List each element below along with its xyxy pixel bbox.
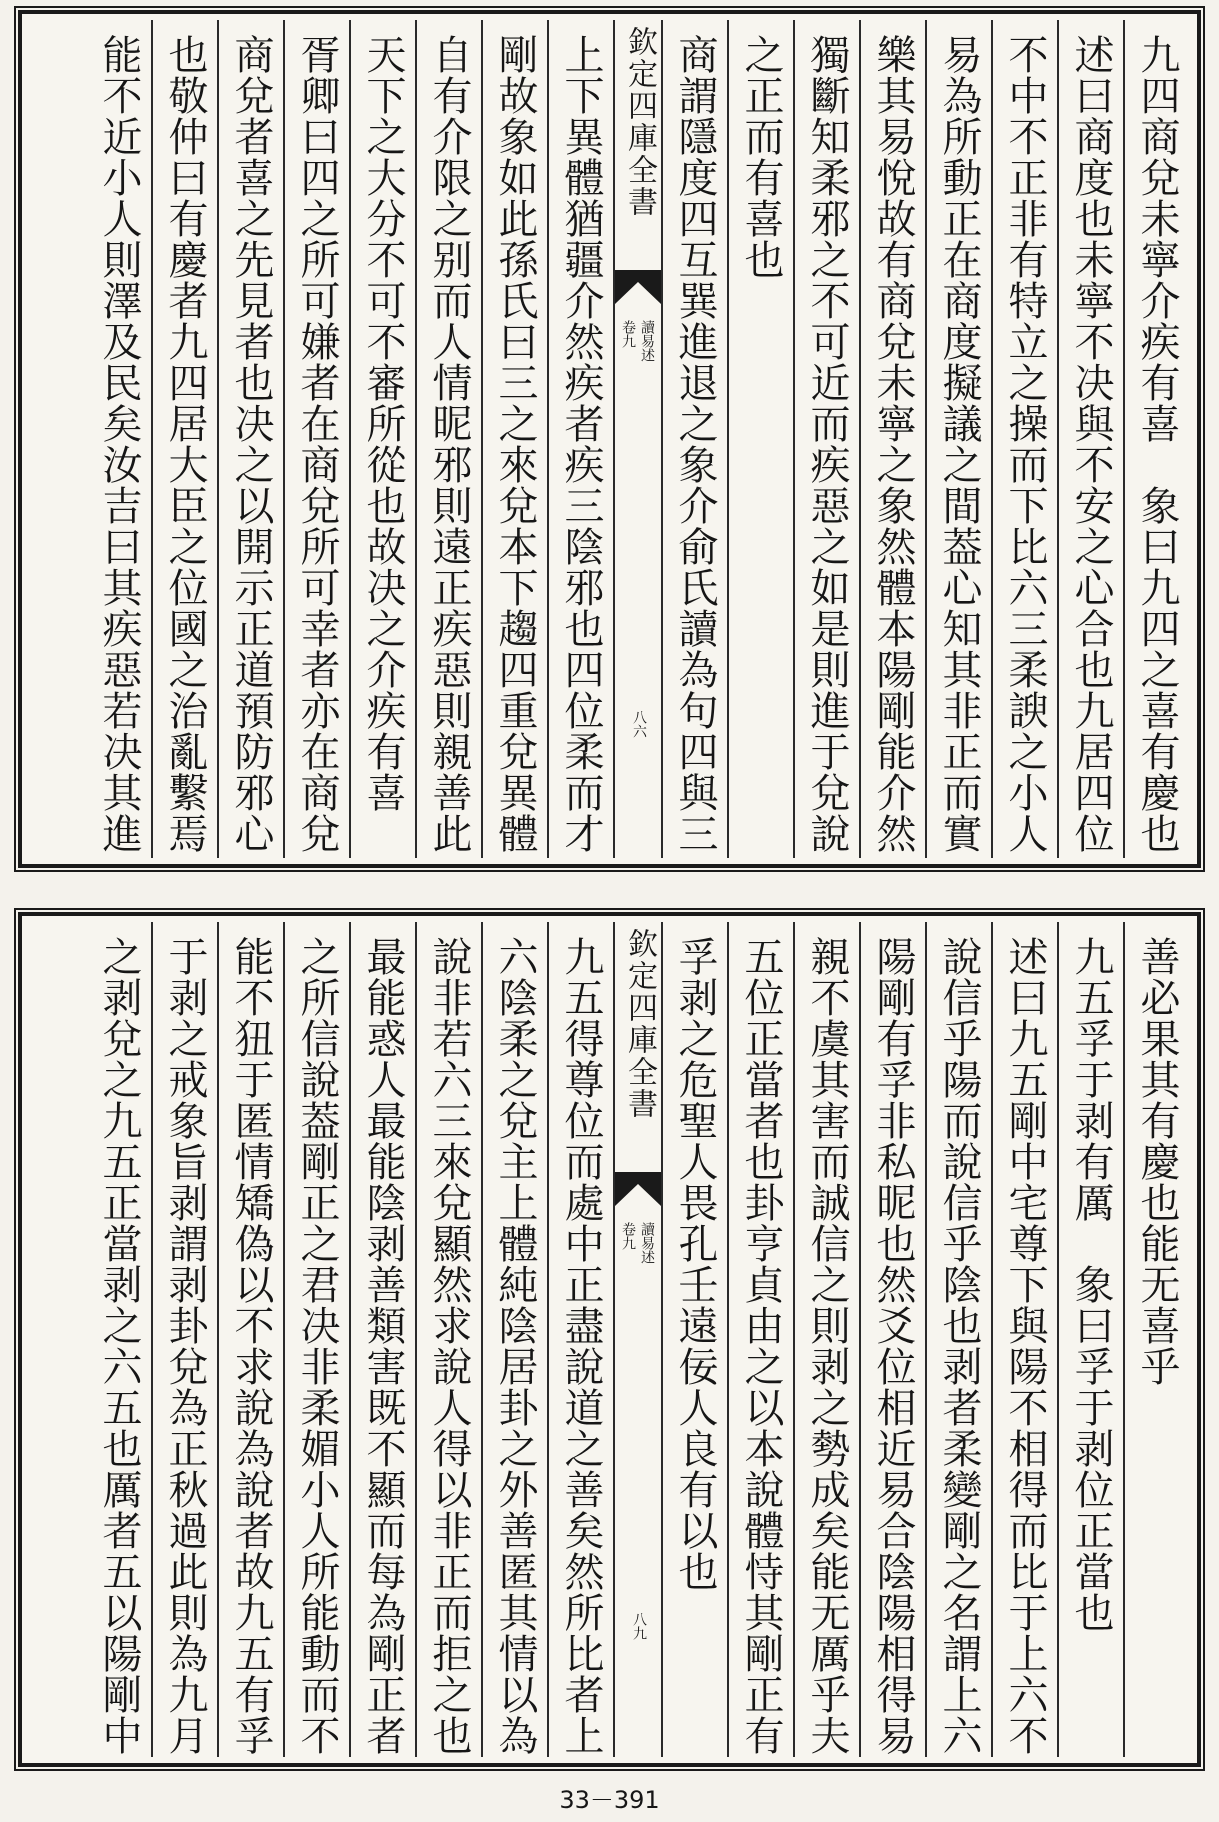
text-column: 親不虞其害而誠信之則剥之勢成矣能无厲乎夫 bbox=[793, 922, 859, 1757]
collection-title: 欽定四庫全書 bbox=[622, 928, 657, 1120]
text-column: 六陰柔之兌主上體純陰居卦之外善匿其情以為 bbox=[481, 922, 547, 1757]
volume-label: 卷九 bbox=[620, 1222, 636, 1250]
center-gutter bbox=[613, 20, 661, 858]
text-column: 九五孚于剥有厲 象曰孚于剥位正當也 bbox=[1057, 922, 1123, 1757]
text-column: 述曰九五剛中宅尊下與陽不相得而比于上六不 bbox=[991, 922, 1057, 1757]
fish-tail-mark-icon bbox=[615, 1172, 661, 1206]
text-column: 上下異體猶疆介然疾者疾三陰邪也四位柔而才 bbox=[547, 20, 613, 858]
text-column: 也敬仲曰有慶者九四居大臣之位國之治亂繫焉 bbox=[151, 20, 217, 858]
center-gutter bbox=[613, 922, 661, 1757]
text-column: 五位正當者也卦亨貞由之以本說體恃其剛正有 bbox=[727, 922, 793, 1757]
text-column: 陽剛有孚非私昵也然爻位相近易合陰陽相得易 bbox=[859, 922, 925, 1757]
text-column: 不中不正非有特立之操而下比六三柔諛之小人 bbox=[991, 20, 1057, 858]
text-column: 易為所動正在商度擬議之間葢心知其非正而實 bbox=[925, 20, 991, 858]
folio-number: 八六 bbox=[631, 710, 647, 738]
text-column: 商謂隱度四互巽進退之象介俞氏讀為句四與三 bbox=[661, 20, 727, 858]
text-column: 天下之大分不可不審所從也故决之介疾有喜 bbox=[349, 20, 415, 858]
text-column: 最能惑人最能陰剥善類害既不顯而每為剛正者 bbox=[349, 922, 415, 1757]
text-column: 九四商兌未寧介疾有喜 象曰九四之喜有慶也 bbox=[1123, 20, 1189, 858]
text-column: 剛故象如此孫氏曰三之來兌本下趨四重兌異體 bbox=[481, 20, 547, 858]
folio-number: 八九 bbox=[631, 1612, 647, 1640]
book-title: 讀易述 bbox=[639, 1222, 655, 1264]
collection-title: 欽定四庫全書 bbox=[622, 26, 657, 218]
text-column: 說信乎陽而說信乎陰也剥者柔變剛之名謂上六 bbox=[925, 922, 991, 1757]
text-column: 胥卿曰四之所可嫌者在商兌所可幸者亦在商兌 bbox=[283, 20, 349, 858]
text-column: 商兌者喜之先見者也决之以開示正道預防邪心 bbox=[217, 20, 283, 858]
text-column: 能不狃于匿情矯偽以不求說為說者故九五有孚 bbox=[217, 922, 283, 1757]
text-column: 能不近小人則澤及民矣汝吉曰其疾惡若决其進 bbox=[96, 34, 142, 854]
text-column: 樂其易悅故有商兌未寧之象然體本陽剛能介然 bbox=[859, 20, 925, 858]
text-column: 獨斷知柔邪之不可近而疾惡之如是則進于兌說 bbox=[793, 20, 859, 858]
text-column: 說非若六三來兌顯然求說人得以非正而拒之也 bbox=[415, 922, 481, 1757]
page-number: 33－391 bbox=[559, 1786, 660, 1814]
text-column: 于剥之戒象旨剥謂剥卦兌為正秋過此則為九月 bbox=[151, 922, 217, 1757]
text-column: 之所信說葢剛正之君决非柔媚小人所能動而不 bbox=[283, 922, 349, 1757]
fish-tail-mark-icon bbox=[615, 270, 661, 304]
text-column: 之正而有喜也 bbox=[727, 20, 793, 858]
text-column: 之剥兌之九五正當剥之六五也厲者五以陽剛中 bbox=[96, 936, 142, 1756]
top-page bbox=[18, 10, 1201, 868]
text-column: 自有介限之别而人情昵邪則遠正疾惡則親善此 bbox=[415, 20, 481, 858]
text-column: 九五得尊位而處中正盡說道之善矣然所比者上 bbox=[547, 922, 613, 1757]
bottom-page bbox=[18, 912, 1201, 1767]
book-title: 讀易述 bbox=[639, 320, 655, 362]
text-column: 孚剥之危聖人畏孔壬遠佞人良有以也 bbox=[661, 922, 727, 1757]
text-column: 善必果其有慶也能无喜乎 bbox=[1123, 922, 1189, 1757]
volume-label: 卷九 bbox=[620, 320, 636, 348]
text-column: 述曰商度也未寧不决與不安之心合也九居四位 bbox=[1057, 20, 1123, 858]
